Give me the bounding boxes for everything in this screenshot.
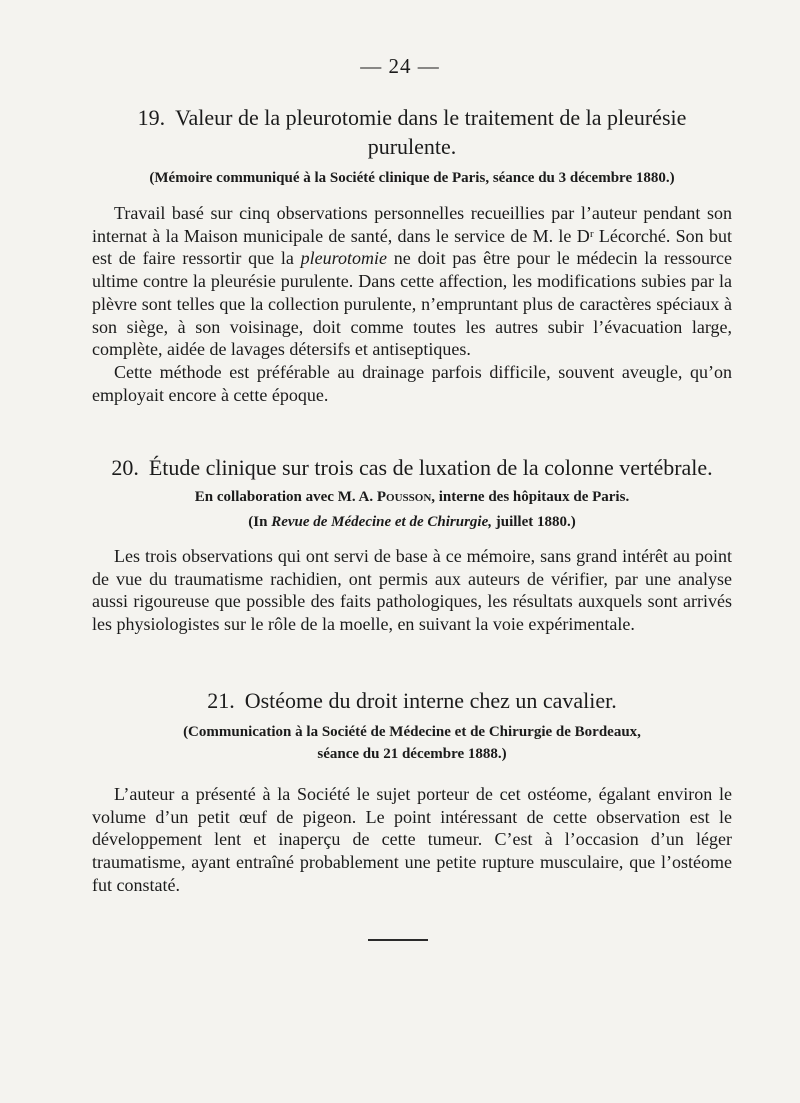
page-number: — 24 — xyxy=(360,54,440,78)
collab-name: Pousson xyxy=(376,489,432,505)
source-text: juillet 1880.) xyxy=(491,514,576,530)
section-source-line-2: séance du 21 décembre 1888.) xyxy=(317,746,507,762)
section-paragraph: Cette méthode est préférable au drainage parfois difficile, souvent aveugle, qu’on employait encore à cette époque. xyxy=(92,361,732,405)
section-collaboration xyxy=(92,486,732,508)
section-paragraph: Les trois observations qui ont servi de base à ce mémoire, sans grand intérêt au point de vue du traumatisme rachidien, ont permis aux auteurs de vérifier, par une analyse aussi rigoureuse que possible des faits pathologiques, les résultats auxquels sont arrivés les physiologistes sur le rôle de la moelle, en suivant la voie expérimentale. xyxy=(92,546,732,635)
end-rule xyxy=(368,939,428,941)
section-20 xyxy=(92,453,732,636)
section-source-line-1: (Communication à la Société de Médecine et de Chirurgie de Bordeaux, xyxy=(183,724,641,740)
section-number: 21. xyxy=(207,688,235,713)
journal-title: Revue de Médecine et de Chirurgie, xyxy=(271,514,492,530)
section-paragraph: L’auteur a présenté à la Société le sujet porteur de cet ostéome, égalant environ le volume d’un petit œuf de pigeon. Le point intéressant de cette observation est le développement lent et inaperçu de cette tumeur. C’est à l’occasion d’un léger traumatisme, ayant entraîné probablement une petite rupture musculaire, que l’ostéome fut constaté. xyxy=(92,784,732,895)
section-title xyxy=(92,453,732,482)
section-number: 20. xyxy=(111,455,139,480)
section-source: (Mémoire communiqué à la Société clinique de Paris, séance du 3 décembre 1880.) xyxy=(149,170,675,186)
section-source xyxy=(92,511,732,533)
paragraph-text: ne doit pas être pour le médecin la ressource ultime contre la pleurésie purulente. Dans cette affection, les modifications subies par la plèvre sont telles que la collection purulente, n’empruntant plus de caractères spéciaux à son siège, à son voisinage, doit comme toutes les autres subir l’évacuation large, complète, aidée de lavages détersifs et antiseptiques. xyxy=(92,248,732,360)
section-title xyxy=(92,686,732,715)
collab-text: En collaboration avec M. A. xyxy=(194,489,377,505)
paragraph-text: Travail basé sur cinq observations personnelles recueillies par l’auteur pendant son internat à la Maison municipale de santé, dans le service de M. le Dʳ Lécorché. Son but est de faire ressortir que la xyxy=(92,203,732,269)
section-title xyxy=(92,103,732,161)
section-title-text: Valeur de la pleurotomie dans le traitement de la pleurésie purulente. xyxy=(175,105,687,159)
section-title-text: Ostéome du droit interne chez un cavalier. xyxy=(244,688,617,713)
section-number: 19. xyxy=(137,105,166,130)
section-21 xyxy=(92,686,732,897)
section-paragraph xyxy=(92,202,732,361)
source-text: (In xyxy=(248,514,272,530)
collab-text: , interne des hôpitaux de Paris. xyxy=(431,489,630,505)
section-title-text: Étude clinique sur trois cas de luxation de la colonne vertébrale. xyxy=(148,455,713,480)
emphasis-term: pleurotomie xyxy=(300,248,387,269)
section-19 xyxy=(92,103,732,406)
